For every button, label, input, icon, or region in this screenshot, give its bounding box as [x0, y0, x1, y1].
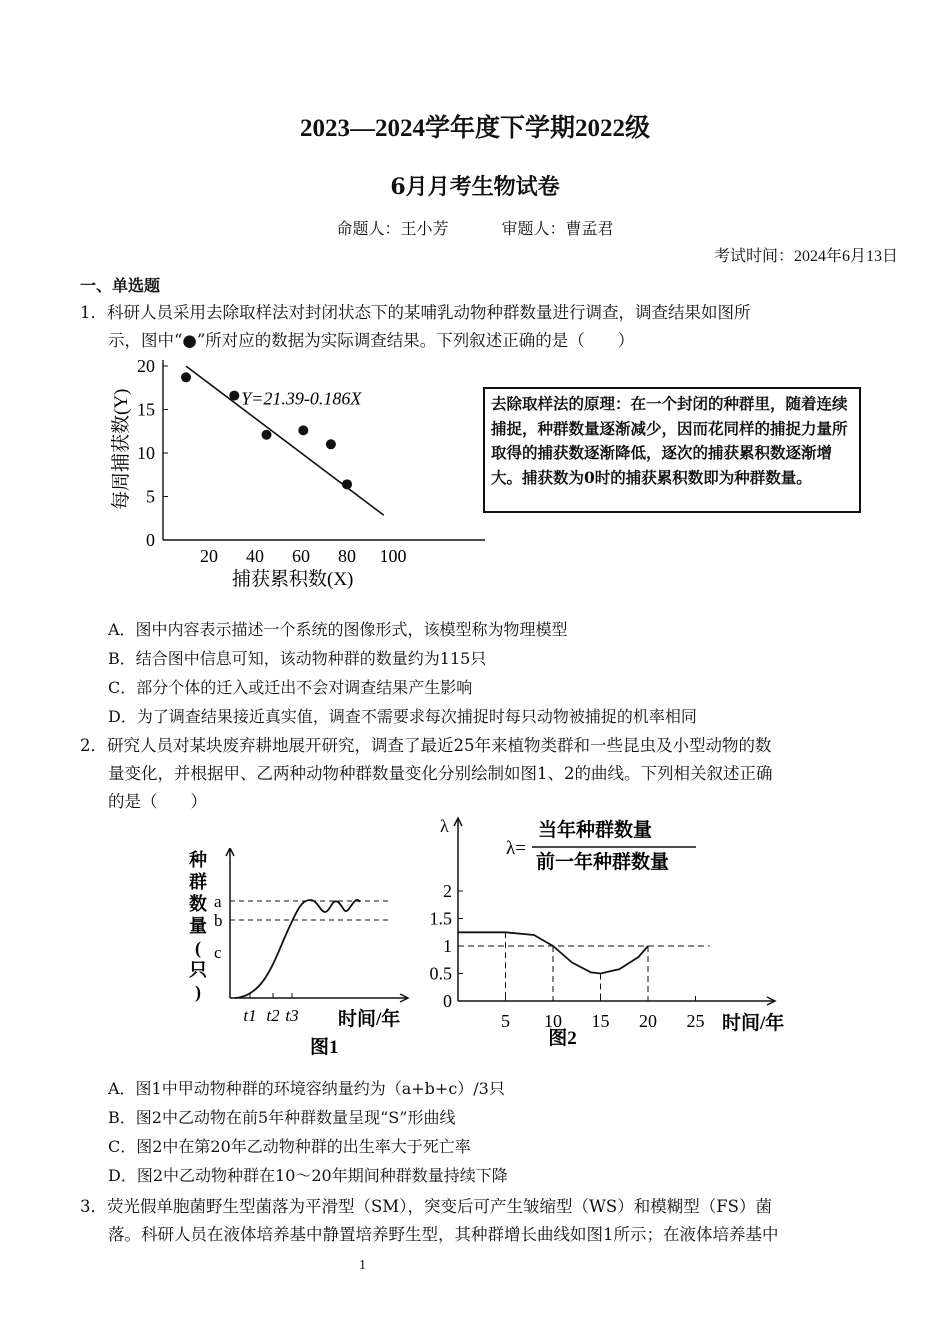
y-tick-label: 15	[137, 399, 155, 420]
figure-title: 图2	[548, 1028, 577, 1049]
x-axis-label: 时间/年	[338, 1009, 401, 1030]
q1-option-c[interactable]: C．部分个体的迁入或迁出不会对调查结果产生影响	[108, 678, 473, 697]
x-tick-label: 20	[639, 1011, 657, 1031]
y-tick-label: 20	[137, 356, 155, 376]
q1-stem-line2: 示，图中“●”所对应的数据为实际调查结果。下列叙述正确的是（ ）	[108, 331, 635, 350]
x-tick-label: 15	[591, 1011, 610, 1031]
y-tick-label: 1	[443, 936, 452, 956]
y-axis-label: λ	[440, 816, 449, 836]
q2-option-d[interactable]: D．图2中乙动物种群在10～20年期间种群数量持续下降	[108, 1166, 508, 1185]
x-tick-label: t2	[266, 1006, 280, 1025]
label-b: b	[214, 911, 223, 930]
formula-prefix: λ=	[506, 838, 526, 859]
x-axis-label: 捕获累积数(X)	[232, 569, 354, 590]
data-point	[229, 391, 239, 401]
authors-line	[0, 216, 950, 239]
x-tick-label: t3	[285, 1006, 299, 1025]
q2-option-a[interactable]: A．图1中甲动物种群的环境容纳量约为（a+b+c）/3只	[108, 1079, 505, 1098]
q2-figure2	[420, 812, 810, 1062]
population-curve	[235, 900, 360, 998]
exam-time: 考试时间：2024年6月13日	[713, 248, 898, 265]
y-tick-label: 10	[137, 443, 155, 463]
y-axis-label-char: 数	[189, 894, 207, 914]
y-axis-label-char: 只	[189, 960, 207, 980]
exam-subtitle: 6月月考生物试卷	[390, 174, 560, 200]
y-tick-label: 1.5	[429, 908, 452, 929]
label-a: a	[214, 892, 222, 911]
y-tick-label: 0	[146, 530, 155, 550]
reviewer: 审题人：曹孟君	[501, 219, 614, 238]
y-tick-label: 2	[443, 881, 452, 901]
q2-option-b[interactable]: B．图2中乙动物在前5年种群数量呈现“S”形曲线	[108, 1108, 456, 1127]
page-number: 1	[359, 1258, 366, 1273]
x-tick-label: 80	[338, 546, 356, 566]
q1-scatter-chart	[105, 355, 495, 595]
sampling-principle-box: 去除取样法的原理：在一个封闭的种群里，随着连续捕捉，种群数量逐渐减少，因而花同样的捕捉力量所取得的捕获数逐渐降低，逐次的捕获累积数逐渐增大。捕获数为0时的捕获累积数即为种群数量。	[483, 387, 861, 513]
exam-title: 2023—2024学年度下学期2022级	[299, 115, 650, 142]
x-tick-label: 100	[379, 546, 407, 566]
q3-stem-line2: 落。科研人员在液体培养基中静置培养野生型，其种群增长曲线如图1所示；在液体培养基中	[108, 1225, 779, 1244]
data-point	[181, 372, 191, 382]
scatter-plot-area	[110, 356, 485, 590]
data-point	[298, 425, 308, 435]
label-c: c	[214, 943, 222, 962]
q1-stem-line1: 1．科研人员采用去除取样法对封闭状态下的某哺乳动物种群数量进行调查，调查结果如图所	[80, 303, 751, 322]
q2-stem-line1: 2．研究人员对某块废弃耕地展开研究，调查了最近25年来植物类群和一些昆虫及小型动物的数	[80, 736, 772, 755]
x-tick-label: 20	[200, 546, 218, 566]
y-axis-label-char: )	[195, 982, 201, 1002]
q2-option-c[interactable]: C．图2中在第20年乙动物种群的出生率大于死亡率	[108, 1137, 471, 1156]
y-axis-label-char: (	[195, 938, 201, 958]
data-point	[326, 439, 336, 449]
y-axis-label-char: 量	[189, 916, 207, 936]
y-tick-label: 5	[146, 486, 155, 507]
q1-option-b[interactable]: B．结合图中信息可知，该动物种群的数量约为115只	[108, 649, 487, 668]
q2-stem-line2: 量变化，并根据甲、乙两种动物种群数量变化分别绘制如图1、2的曲线。下列相关叙述正确	[108, 764, 773, 783]
y-axis-label: 每周捕获数(Y)	[111, 388, 132, 510]
x-tick-label: 25	[686, 1011, 705, 1031]
x-tick-label: 10	[544, 1011, 562, 1031]
y-axis-label-char: 群	[189, 872, 207, 892]
x-tick-label: 60	[292, 546, 310, 566]
x-tick-label: 5	[501, 1011, 510, 1031]
q3-stem-line1: 3．荧光假单胞菌野生型菌落为平滑型（SM），突变后可产生皱缩型（WS）和模糊型（FS）菌	[80, 1197, 772, 1216]
formula-denominator: 前一年种群数量	[536, 852, 670, 873]
q2-figure1	[180, 848, 420, 1063]
data-point	[262, 430, 272, 440]
y-tick-label: 0	[443, 991, 452, 1011]
data-point	[342, 479, 352, 489]
y-axis-label-char: 种	[189, 850, 207, 870]
x-tick-label: t1	[243, 1006, 257, 1025]
regression-equation: Y=21.39-0.186X	[241, 388, 362, 409]
section-title: 一、单选题	[80, 276, 161, 295]
y-tick-label: 0.5	[429, 963, 452, 984]
x-axis-label: 时间/年	[722, 1013, 785, 1034]
figure-title: 图1	[310, 1037, 339, 1058]
q1-option-d[interactable]: D．为了调查结果接近真实值，调查不需要求每次捕捉时每只动物被捕捉的机率相同	[108, 707, 697, 726]
setter: 命题人：王小芳	[336, 219, 449, 238]
x-tick-label: 40	[246, 546, 264, 566]
q1-option-a[interactable]: A．图中内容表示描述一个系统的图像形式，该模型称为物理模型	[108, 620, 568, 639]
formula-numerator: 当年种群数量	[538, 820, 653, 841]
q2-stem-line3: 的是（ ）	[108, 792, 207, 811]
